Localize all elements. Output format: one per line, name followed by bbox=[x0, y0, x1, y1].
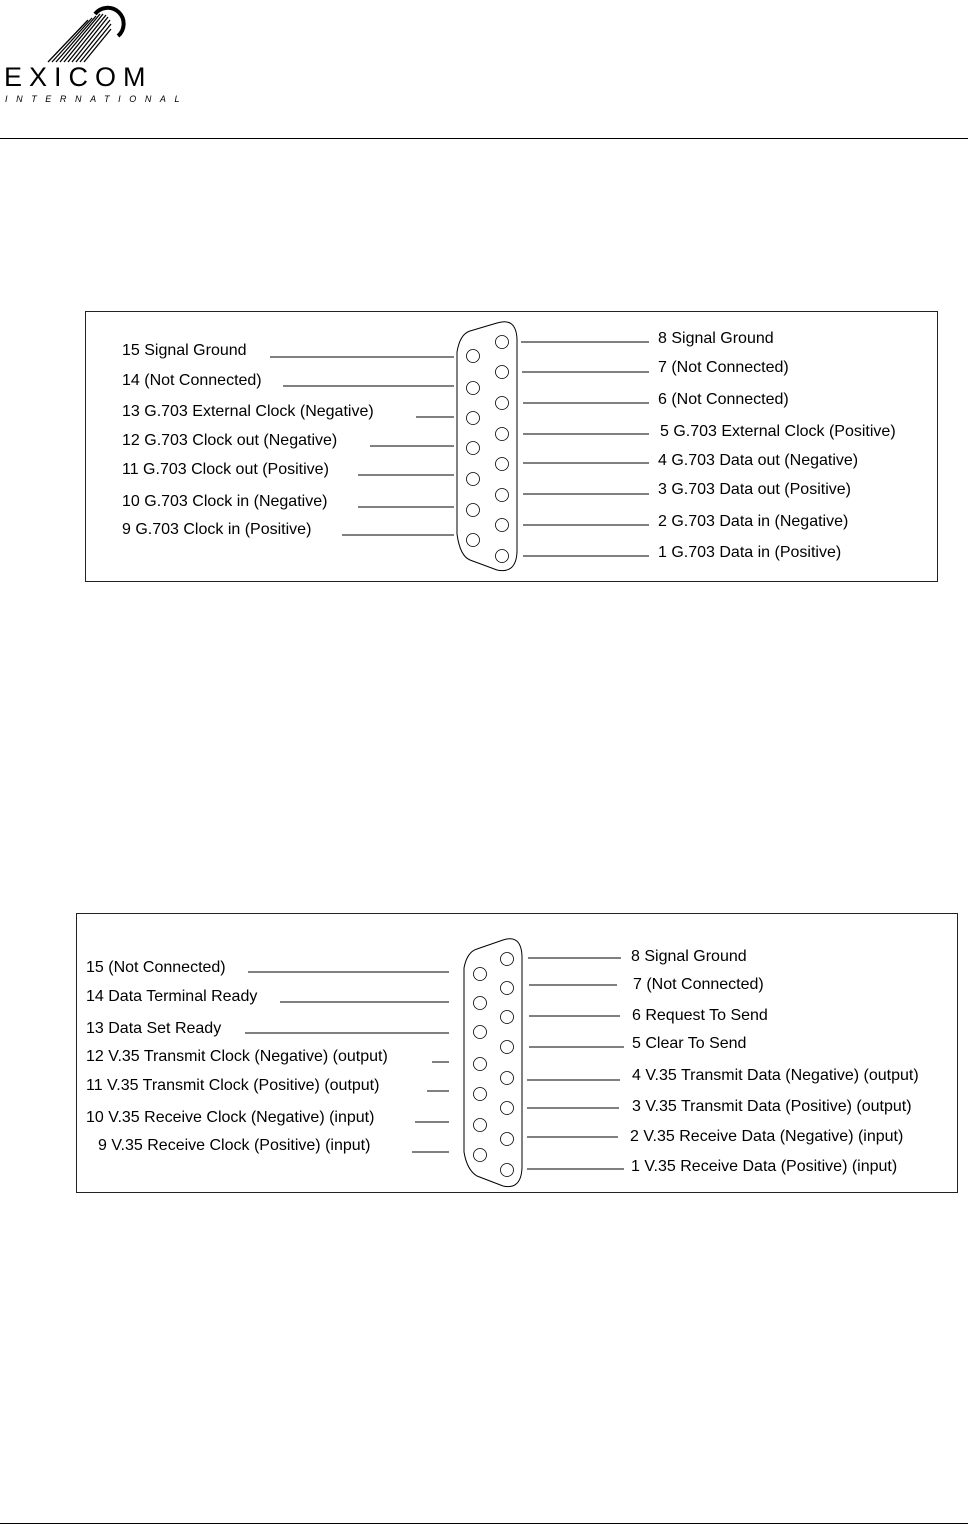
left-pin-label: 10 G.703 Clock in (Negative) bbox=[122, 493, 328, 510]
left-pin-label: 9 V.35 Receive Clock (Positive) (input) bbox=[98, 1137, 371, 1154]
pin-socket bbox=[474, 1058, 487, 1071]
pin-socket bbox=[467, 412, 480, 425]
left-pin-label: 12 V.35 Transmit Clock (Negative) (output) bbox=[86, 1048, 388, 1065]
pin-socket bbox=[496, 489, 509, 502]
pin-socket bbox=[496, 458, 509, 471]
right-pin-label: 8 Signal Ground bbox=[658, 330, 774, 347]
exicom-logo bbox=[0, 0, 200, 110]
left-pin-label: 12 G.703 Clock out (Negative) bbox=[122, 432, 338, 449]
left-pin-label: 15 (Not Connected) bbox=[86, 959, 226, 976]
pin-socket bbox=[501, 1164, 514, 1177]
pin-socket bbox=[496, 519, 509, 532]
logo-swoosh-icon bbox=[40, 0, 180, 70]
pin-socket bbox=[501, 1011, 514, 1024]
right-pin-label: 1 V.35 Receive Data (Positive) (input) bbox=[631, 1158, 898, 1175]
connector-pinout-panel-1 bbox=[85, 311, 938, 582]
pin-socket bbox=[467, 382, 480, 395]
brand-name: EXICOM bbox=[4, 62, 153, 92]
connector-pinout-panel-2 bbox=[76, 913, 958, 1193]
right-pin-label: 3 V.35 Transmit Data (Positive) (output) bbox=[632, 1098, 912, 1115]
pin-socket bbox=[501, 1072, 514, 1085]
right-pin-label: 4 G.703 Data out (Negative) bbox=[658, 452, 859, 469]
pin-socket bbox=[474, 968, 487, 981]
left-pin-label: 9 G.703 Clock in (Positive) bbox=[122, 521, 312, 538]
pin-socket bbox=[474, 1026, 487, 1039]
right-pin-label: 1 G.703 Data in (Positive) bbox=[658, 544, 842, 561]
left-pin-label: 14 (Not Connected) bbox=[122, 372, 262, 389]
pin-socket bbox=[501, 953, 514, 966]
pin-socket bbox=[467, 350, 480, 363]
left-pin-label: 11 V.35 Transmit Clock (Positive) (output) bbox=[86, 1077, 380, 1094]
header-divider bbox=[0, 138, 968, 139]
footer-divider bbox=[0, 1523, 968, 1524]
pin-socket bbox=[501, 982, 514, 995]
right-pin-label: 2 V.35 Receive Data (Negative) (input) bbox=[630, 1128, 904, 1145]
pin-socket bbox=[467, 504, 480, 517]
right-pin-label: 5 G.703 External Clock (Positive) bbox=[660, 423, 896, 440]
brand-tagline: INTERNATIONAL bbox=[5, 94, 189, 104]
left-pin-label: 11 G.703 Clock out (Positive) bbox=[122, 461, 329, 478]
pin-socket bbox=[474, 997, 487, 1010]
pin-socket bbox=[467, 442, 480, 455]
pin-socket bbox=[496, 397, 509, 410]
right-pin-label: 6 Request To Send bbox=[632, 1007, 768, 1024]
pin-socket bbox=[501, 1102, 514, 1115]
right-pin-label: 3 G.703 Data out (Positive) bbox=[658, 481, 851, 498]
left-pin-label: 10 V.35 Receive Clock (Negative) (input) bbox=[86, 1109, 375, 1126]
right-pin-label: 4 V.35 Transmit Data (Negative) (output) bbox=[632, 1067, 919, 1084]
left-pin-label: 13 Data Set Ready bbox=[86, 1020, 222, 1037]
right-pin-label: 5 Clear To Send bbox=[632, 1035, 747, 1052]
right-pin-label: 8 Signal Ground bbox=[631, 948, 747, 965]
pin-socket bbox=[474, 1149, 487, 1162]
pin-socket bbox=[496, 366, 509, 379]
left-pin-label: 13 G.703 External Clock (Negative) bbox=[122, 403, 374, 420]
pin-socket bbox=[496, 550, 509, 563]
left-pin-label: 15 Signal Ground bbox=[122, 342, 247, 359]
pin-socket bbox=[501, 1133, 514, 1146]
pin-socket bbox=[467, 534, 480, 547]
pin-socket bbox=[496, 428, 509, 441]
right-pin-label: 7 (Not Connected) bbox=[658, 359, 789, 376]
pin-socket bbox=[496, 336, 509, 349]
right-pin-label: 7 (Not Connected) bbox=[633, 976, 764, 993]
right-pin-label: 2 G.703 Data in (Negative) bbox=[658, 513, 849, 530]
pin-socket bbox=[474, 1088, 487, 1101]
right-pin-label: 6 (Not Connected) bbox=[658, 391, 789, 408]
pin-socket bbox=[467, 473, 480, 486]
pin-socket bbox=[474, 1119, 487, 1132]
left-pin-label: 14 Data Terminal Ready bbox=[86, 988, 258, 1005]
pin-socket bbox=[501, 1041, 514, 1054]
